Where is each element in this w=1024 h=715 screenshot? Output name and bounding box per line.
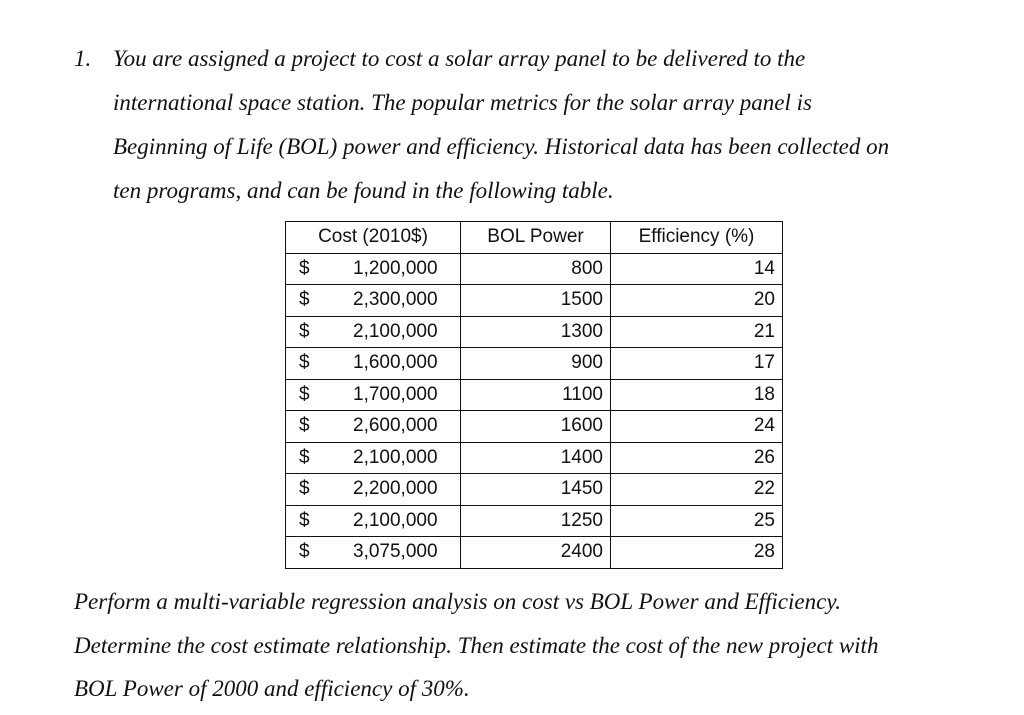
power-cell: 1300	[461, 316, 611, 348]
question-line-1: You are assigned a project to cost a solar array panel to be delivered to the	[113, 46, 806, 71]
efficiency-cell: 21	[611, 316, 783, 348]
currency-symbol: $	[299, 509, 310, 531]
efficiency-cell: 18	[611, 379, 783, 411]
currency-symbol: $	[299, 320, 310, 342]
cost-value: 2,200,000	[353, 478, 438, 500]
cost-value: 1,200,000	[353, 257, 438, 279]
cost-cell	[286, 348, 461, 380]
cost-cell	[286, 316, 461, 348]
cost-value: 3,075,000	[353, 541, 438, 563]
instruction-line-2: Determine the cost estimate relationship. Then estimate the cost of the new project with	[74, 633, 879, 658]
table-row	[286, 379, 783, 411]
efficiency-cell: 25	[611, 505, 783, 537]
question-number: 1.	[74, 46, 92, 71]
efficiency-cell: 14	[611, 253, 783, 285]
cost-cell	[286, 537, 461, 569]
cost-cell	[286, 253, 461, 285]
power-cell: 1250	[461, 505, 611, 537]
currency-symbol: $	[299, 257, 310, 279]
table-row	[286, 442, 783, 474]
table-row	[286, 253, 783, 285]
efficiency-cell: 17	[611, 348, 783, 380]
cost-value: 2,100,000	[353, 320, 438, 342]
instruction-line-3: BOL Power of 2000 and efficiency of 30%.	[74, 676, 470, 701]
cost-value: 2,100,000	[353, 446, 438, 468]
power-cell: 1400	[461, 442, 611, 474]
table-row	[286, 411, 783, 443]
table-row	[286, 474, 783, 506]
cost-cell	[286, 505, 461, 537]
currency-symbol: $	[299, 446, 310, 468]
table-row	[286, 505, 783, 537]
power-cell: 1500	[461, 285, 611, 317]
cost-value: 2,300,000	[353, 289, 438, 311]
power-cell: 1600	[461, 411, 611, 443]
question-line-4: ten programs, and can be found in the following table.	[113, 178, 614, 203]
efficiency-cell: 24	[611, 411, 783, 443]
currency-symbol: $	[299, 415, 310, 437]
efficiency-cell: 26	[611, 442, 783, 474]
cost-value: 1,700,000	[353, 383, 438, 405]
data-table	[285, 221, 783, 569]
cost-cell	[286, 474, 461, 506]
efficiency-cell: 20	[611, 285, 783, 317]
table-row	[286, 316, 783, 348]
header-bol-power: BOL Power	[461, 222, 611, 254]
header-efficiency: Efficiency (%)	[611, 222, 783, 254]
efficiency-cell: 28	[611, 537, 783, 569]
table-header-row	[286, 222, 783, 254]
cost-cell	[286, 285, 461, 317]
cost-value: 2,600,000	[353, 415, 438, 437]
power-cell: 900	[461, 348, 611, 380]
power-cell: 800	[461, 253, 611, 285]
currency-symbol: $	[299, 478, 310, 500]
instruction-line-1: Perform a multi-variable regression analysis on cost vs BOL Power and Efficiency.	[74, 589, 842, 614]
efficiency-cell: 22	[611, 474, 783, 506]
cost-cell	[286, 411, 461, 443]
header-cost: Cost (2010$)	[286, 222, 461, 254]
question-line-3: Beginning of Life (BOL) power and efficiency. Historical data has been collected on	[113, 134, 890, 159]
currency-symbol: $	[299, 383, 310, 405]
power-cell: 1100	[461, 379, 611, 411]
table-row	[286, 285, 783, 317]
currency-symbol: $	[299, 352, 310, 374]
power-cell: 2400	[461, 537, 611, 569]
table-row	[286, 348, 783, 380]
cost-value: 2,100,000	[353, 509, 438, 531]
question-line-2: international space station. The popular metrics for the solar array panel is	[113, 90, 812, 115]
currency-symbol: $	[299, 541, 310, 563]
currency-symbol: $	[299, 289, 310, 311]
power-cell: 1450	[461, 474, 611, 506]
cost-cell	[286, 379, 461, 411]
cost-value: 1,600,000	[353, 352, 438, 374]
cost-cell	[286, 442, 461, 474]
table-row	[286, 537, 783, 569]
